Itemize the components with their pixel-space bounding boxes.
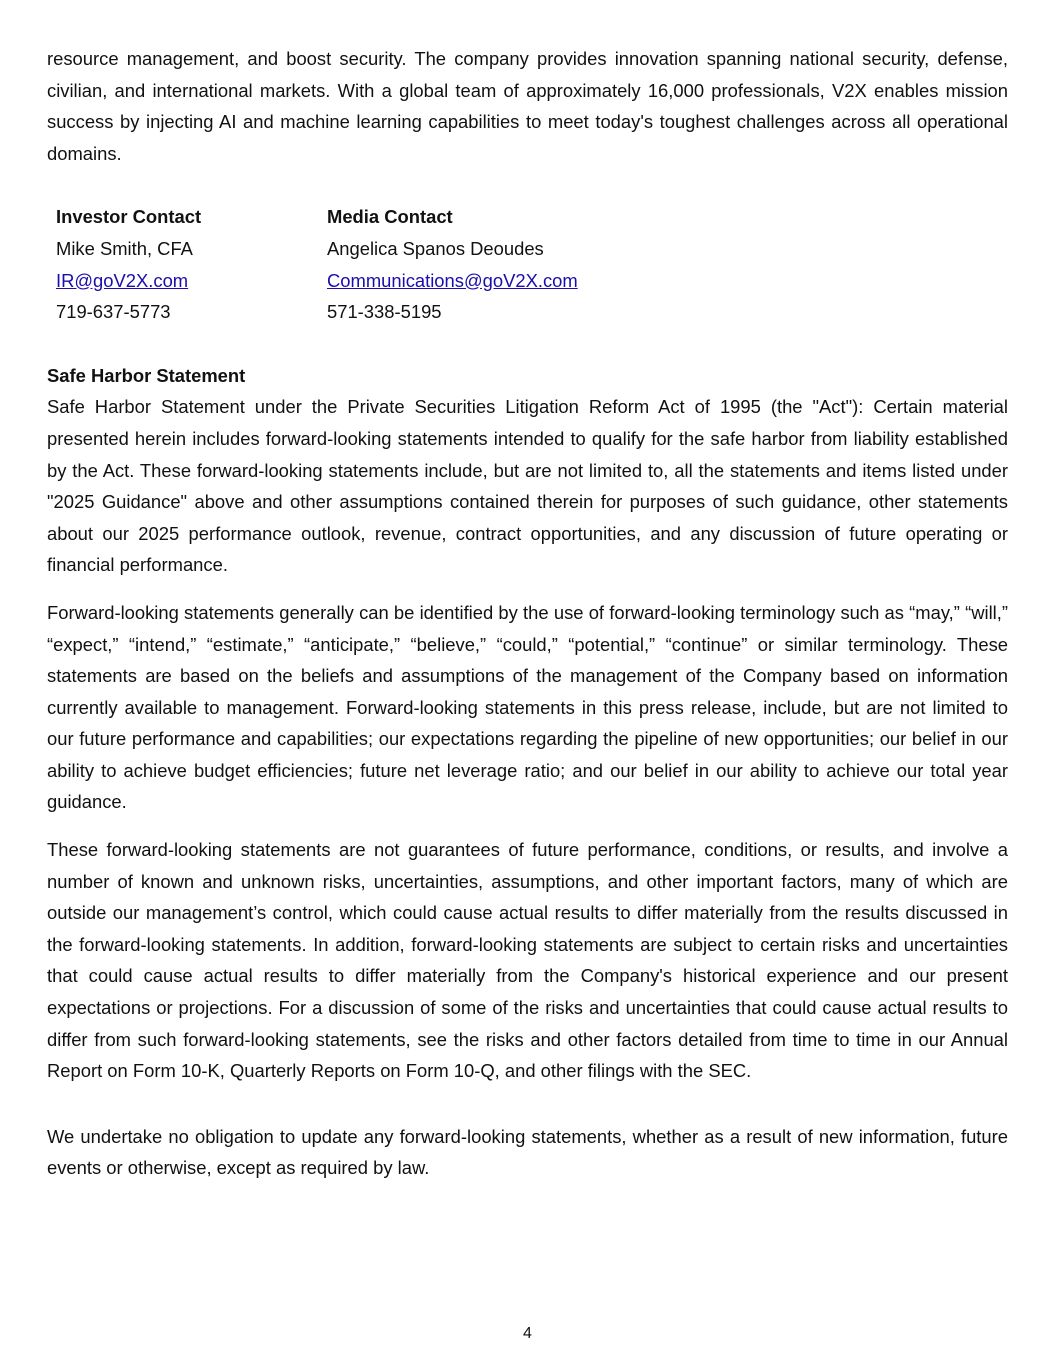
investor-email-link[interactable]: IR@goV2X.com xyxy=(56,269,189,291)
safe-harbor-paragraph: Safe Harbor Statement under the Private Securities Litigation Reform Act of 1995 (the "Act"): Certain material presented herein includes forward-looking statements intended to qualify for the safe harbor from liability established by the Act. These forward-looking statements include, but are not limited to, all the statements and items listed under "2025 Guidance" above and other assumptions contained therein for purposes of such guidance, other statements about our 2025 performance outlook, revenue, contract opportunities, and any discussion of future operating or financial performance. xyxy=(47,396,1008,576)
forward-looking-paragraph: Forward-looking statements generally can be identified by the use of forward-looking terminology such as “may,” “will,” “expect,” “intend,” “estimate,” “anticipate,” “believe,” “could,” “potential,” “continue” or similar terminology. These statements are based on the beliefs and assumptions of the management of the Company based on information currently available to management. Forward-looking statements in this press release, include, but are not limited to our future performance and capabilities; our expectations regarding the pipeline of new opportunities; our belief in our ability to achieve budget efficiencies; future net leverage ratio; and our belief in our ability to achieve our total year guidance. xyxy=(47,601,1008,813)
media-contact-heading: Media Contact xyxy=(327,206,453,228)
safe-harbor-heading: Safe Harbor Statement xyxy=(47,364,246,386)
risks-paragraph: These forward-looking statements are not guarantees of future performance, conditions, or results, and involve a number of known and unknown risks, uncertainties, assumptions, and other important factors, many of which are outside our management’s control, which could cause actual results to differ materially from the results discussed in the forward-looking statements. In addition, forward-looking statements are subject to certain risks and uncertainties that could cause actual results to differ materially from the Company's historical experience and our present expectations or projections. For a discussion of some of the risks and uncertainties that could cause actual results to differ from such forward-looking statements, see the risks and other factors detailed from time to time in our Annual Report on Form 10-K, Quarterly Reports on Form 10-Q, and other filings with the SEC. xyxy=(47,839,1008,1082)
investor-contact-name: Mike Smith, CFA xyxy=(56,237,193,259)
investor-contact-phone: 719-637-5773 xyxy=(56,301,171,323)
intro-paragraph: resource management, and boost security. The company provides innovation spanning national security, defense, civilian, and international markets. With a global team of approximately 16,000 professionals, V2X enables mission success by injecting AI and machine learning capabilities to meet today's toughest challenges across all operational domains. xyxy=(47,48,1008,164)
media-contact-name: Angelica Spanos Deoudes xyxy=(327,237,544,259)
media-contact xyxy=(327,201,727,327)
page-number: 4 xyxy=(523,1325,532,1342)
investor-contact xyxy=(56,201,327,327)
investor-contact-heading: Investor Contact xyxy=(56,206,202,228)
document-page xyxy=(47,43,1008,1184)
no-obligation-paragraph: We undertake no obligation to update any forward-looking statements, whether as a result of new information, future events or otherwise, except as required by law. xyxy=(47,1125,1008,1179)
contacts-table xyxy=(47,201,1008,327)
media-email-link[interactable]: Communications@goV2X.com xyxy=(327,269,578,291)
media-contact-phone: 571-338-5195 xyxy=(327,301,442,323)
